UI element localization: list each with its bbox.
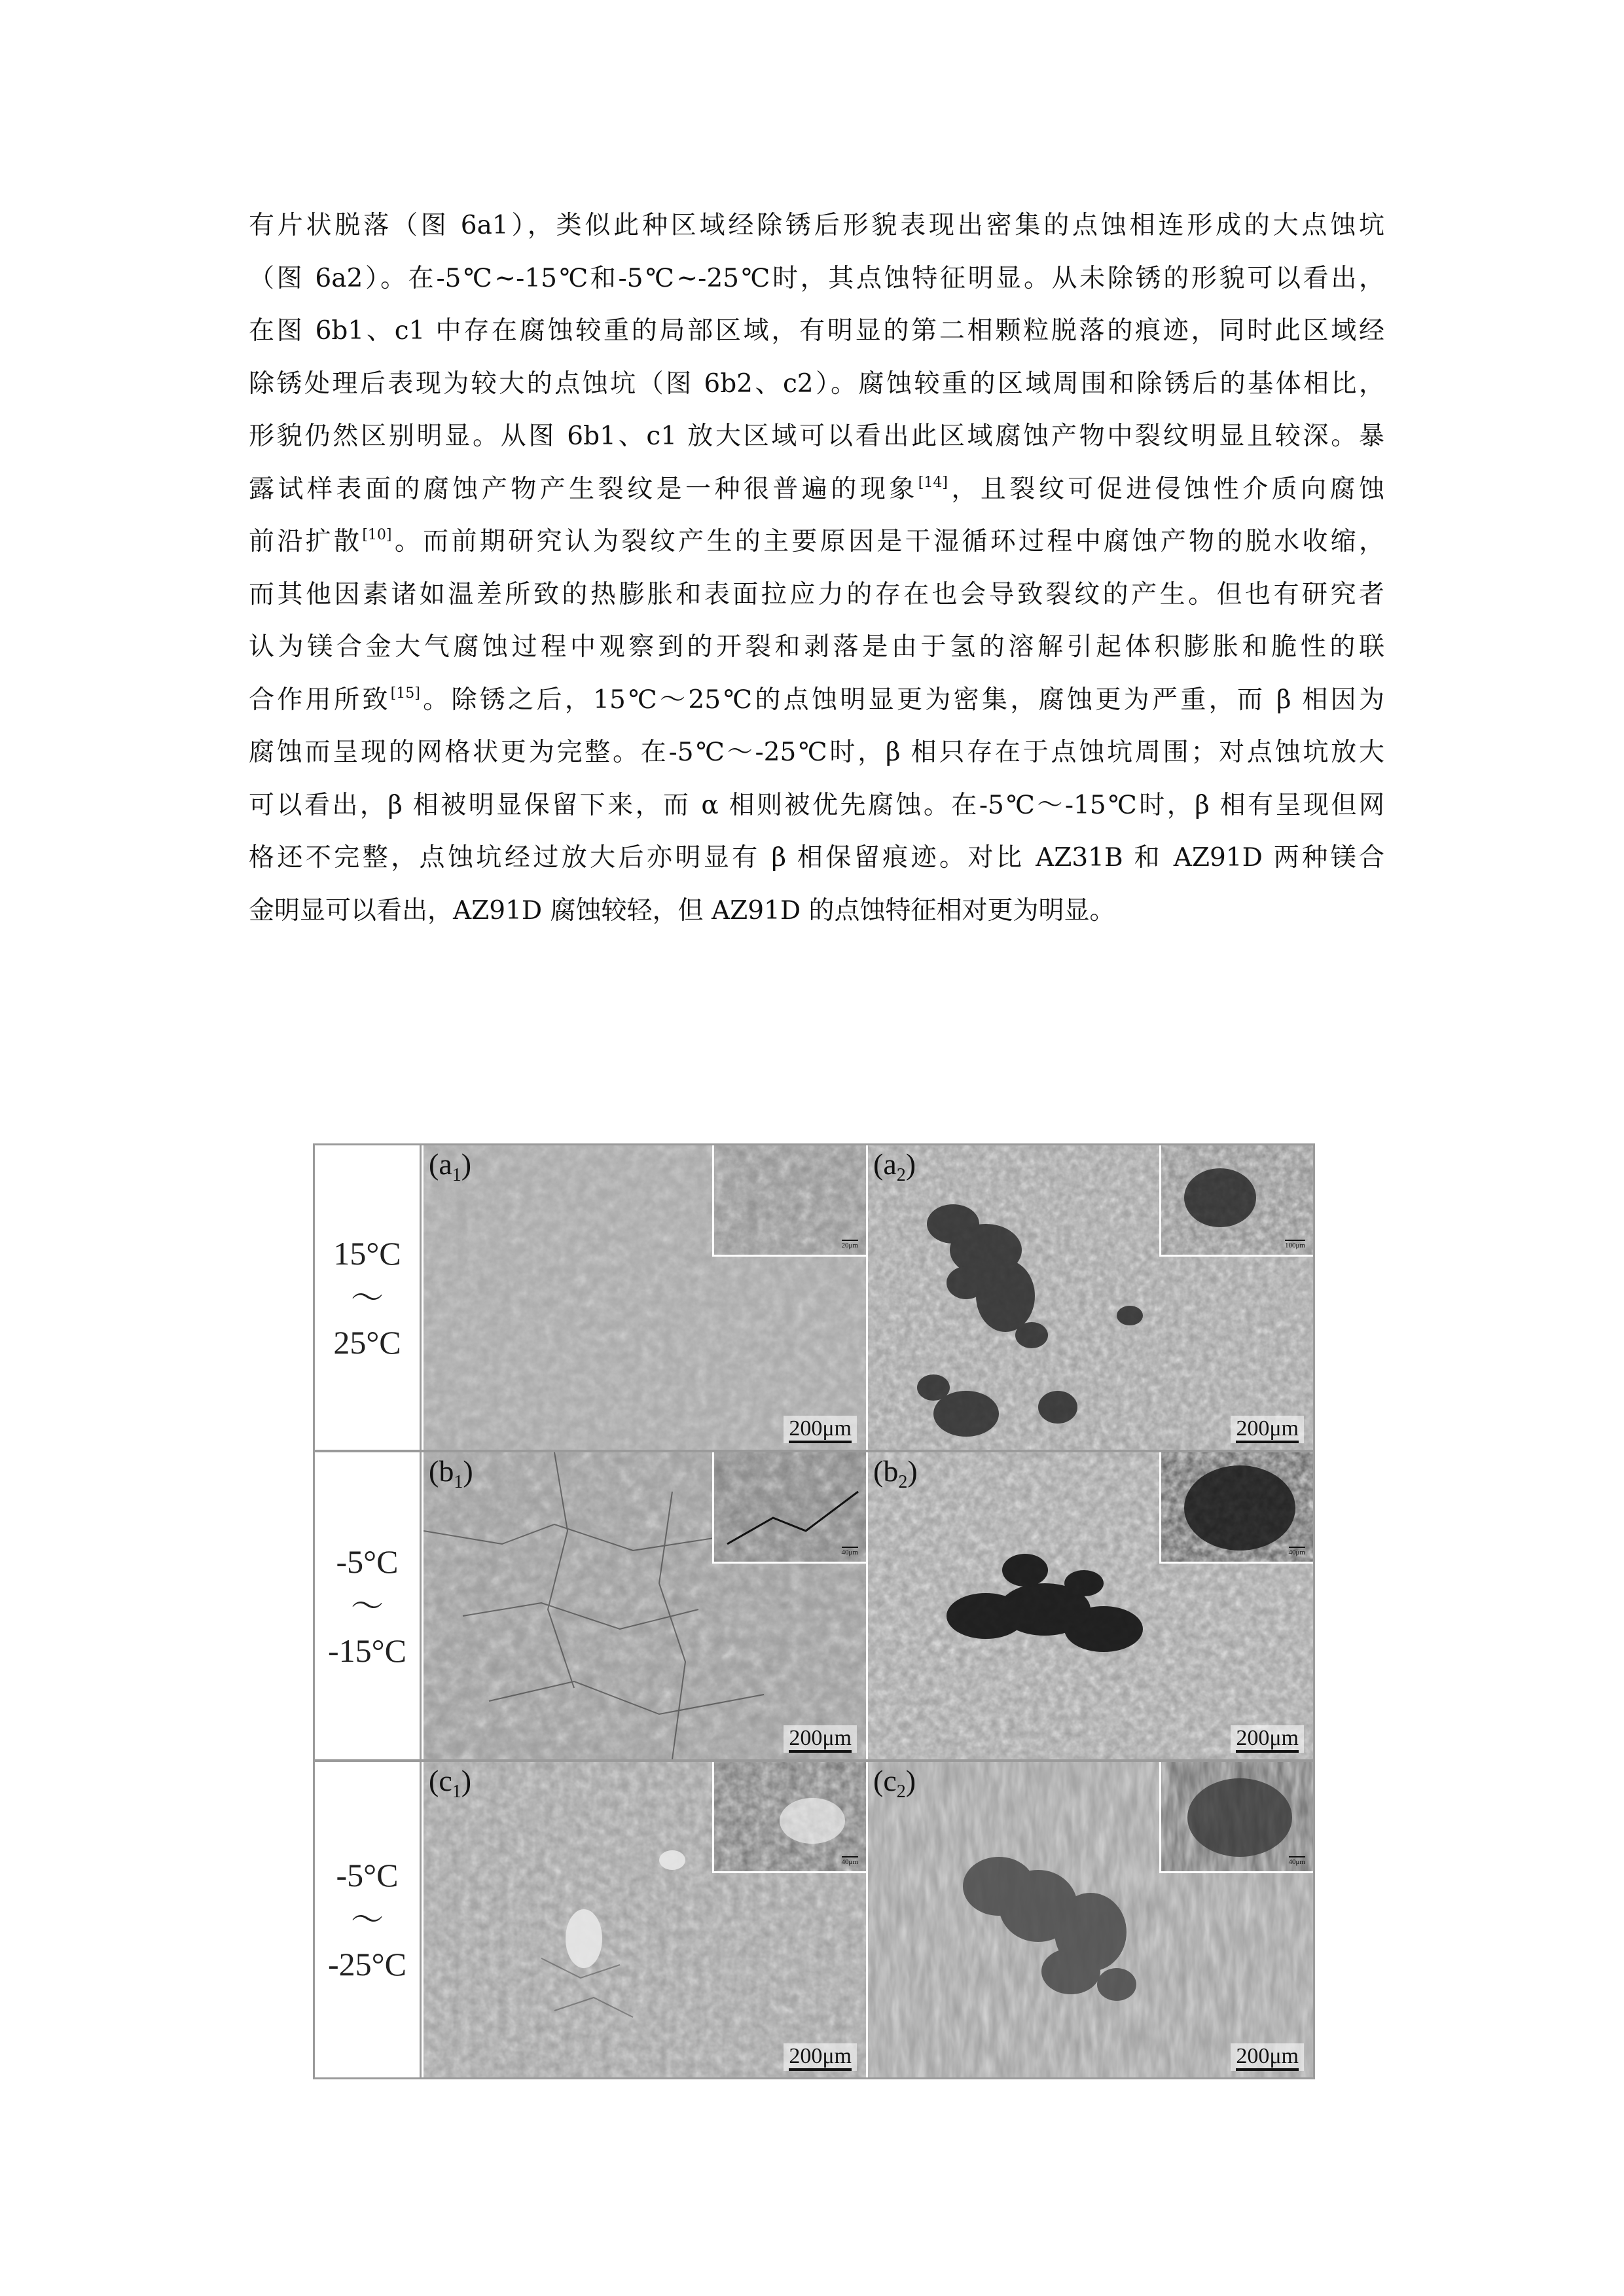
inset-scale-bar: 40μm [1289, 1547, 1305, 1556]
inset-scale-bar: 100μm [1285, 1240, 1305, 1249]
zoom-inset [1159, 1145, 1313, 1257]
panel-tag: $(a_1)$ [429, 1147, 472, 1186]
temp-top: -5°C [336, 1543, 399, 1580]
row-label [315, 1452, 422, 1759]
figure-row-minus5-minus25 [315, 1762, 1313, 2077]
text-line: （图 6a2）。在-5℃~-15℃和-5℃~-25℃时，其点蚀特征明显。从未除锈的形貌可以看出， [249, 263, 1384, 293]
text-line: 在图 6b1、c1 中存在腐蚀较重的局部区域，有明显的第二相颗粒脱落的痕迹，同时此区域经 [249, 316, 1384, 346]
text-line: 格还不完整，点蚀坑经过放大后亦明显有 β 相保留痕迹。对比 AZ31B 和 AZ91D 两种镁合 [249, 843, 1384, 872]
scale-bar: 200μm [784, 1725, 857, 1753]
scale-bar: 200μm [1231, 2043, 1304, 2071]
inset-scale-bar: 40μm [842, 1547, 858, 1556]
scale-bar: 200μm [784, 1416, 857, 1443]
panel-tag: $(a_2)$ [873, 1147, 916, 1186]
temp-top: 15°C [333, 1234, 401, 1272]
text-line: 有片状脱落（图 6a1），类似此种区域经除锈后形貌表现出密集的点蚀相连形成的大点蚀坑 [249, 211, 1384, 240]
body-paragraph [249, 200, 1384, 937]
inset-scale-bar: 20μm [842, 1240, 858, 1249]
text-line: 金明显可以看出，AZ91D 腐蚀较轻，但 AZ91D 的点蚀特征相对更为明显。 [249, 895, 1115, 925]
text-line [249, 674, 1384, 727]
panel-tag: $(b_1)$ [429, 1454, 473, 1493]
temp-bottom: -15°C [328, 1632, 406, 1669]
panel-c2 [868, 1762, 1313, 2077]
panel-a1 [424, 1145, 866, 1450]
text-line: 而其他因素诸如温差所致的热膨胀和表面拉应力的存在也会导致裂纹的产生。但也有研究者 [249, 579, 1384, 609]
zoom-inset [712, 1452, 866, 1564]
text-segment: 前沿扩散 [249, 527, 363, 556]
text-line: 腐蚀而呈现的网格状更为完整。在-5℃～-25℃时，β 相只存在于点蚀坑周围；对点蚀坑放大 [249, 738, 1384, 767]
text-segment: 露试样表面的腐蚀产物产生裂纹是一种很普遍的现象 [249, 474, 918, 504]
text-line: 认为镁合金大气腐蚀过程中观察到的开裂和剥落是由于氢的溶解引起体积膨胀和脆性的联 [249, 632, 1384, 662]
zoom-inset [712, 1762, 866, 1873]
citation: [15] [390, 685, 420, 702]
row-label [315, 1762, 422, 2077]
temp-top: -5°C [336, 1857, 399, 1893]
text-line: 除锈处理后表现为较大的点蚀坑（图 6b2、c2）。腐蚀较重的区域周围和除锈后的基体相比， [249, 368, 1384, 399]
text-segment: ，且裂纹可促进侵蚀性介质向腐蚀 [947, 474, 1384, 504]
citation: [14] [918, 474, 948, 491]
figure-row-minus5-minus15 [315, 1452, 1313, 1759]
text-line [249, 463, 1384, 516]
citation: [10] [362, 527, 392, 543]
panel-b1 [424, 1452, 866, 1759]
inset-scale-bar: 40μm [842, 1856, 858, 1866]
zoom-inset [1159, 1762, 1313, 1873]
inset-scale-bar: 40μm [1289, 1856, 1305, 1866]
panel-tag: $(c_1)$ [429, 1764, 472, 1803]
temp-bottom: 25°C [333, 1323, 401, 1361]
sem-figure [313, 1143, 1315, 2079]
panel-tag: $(c_2)$ [873, 1764, 916, 1803]
scale-bar: 200μm [1231, 1416, 1304, 1443]
text-line [249, 516, 1384, 569]
temp-tilde: ～ [351, 1901, 384, 1938]
temp-bottom: -25°C [328, 1946, 406, 1982]
temp-tilde: ～ [350, 1279, 384, 1316]
zoom-inset [712, 1145, 866, 1257]
panel-c1 [424, 1762, 866, 2077]
text-segment: 合作用所致 [249, 685, 391, 715]
text-line: 可以看出，β 相被明显保留下来，而 α 相则被优先腐蚀。在-5℃～-15℃时，β 相有呈现但网 [249, 790, 1384, 820]
panel-a2 [868, 1145, 1313, 1450]
panel-tag: $(b_2)$ [873, 1454, 918, 1493]
temp-tilde: ～ [351, 1587, 384, 1624]
scale-bar: 200μm [784, 2043, 857, 2071]
figure-row-15-25 [315, 1145, 1313, 1450]
text-segment: 。除锈之后，15℃～25℃的点蚀明显更为密集，腐蚀更为严重，而 β 相因为 [420, 685, 1384, 715]
row-label [315, 1145, 422, 1450]
zoom-inset [1159, 1452, 1313, 1564]
panel-b2 [868, 1452, 1313, 1759]
scale-bar: 200μm [1231, 1725, 1304, 1753]
text-line: 形貌仍然区别明显。从图 6b1、c1 放大区域可以看出此区域腐蚀产物中裂纹明显且较深。暴 [249, 422, 1384, 451]
text-segment: 。而前期研究认为裂纹产生的主要原因是干湿循环过程中腐蚀产物的脱水收缩， [391, 527, 1384, 556]
